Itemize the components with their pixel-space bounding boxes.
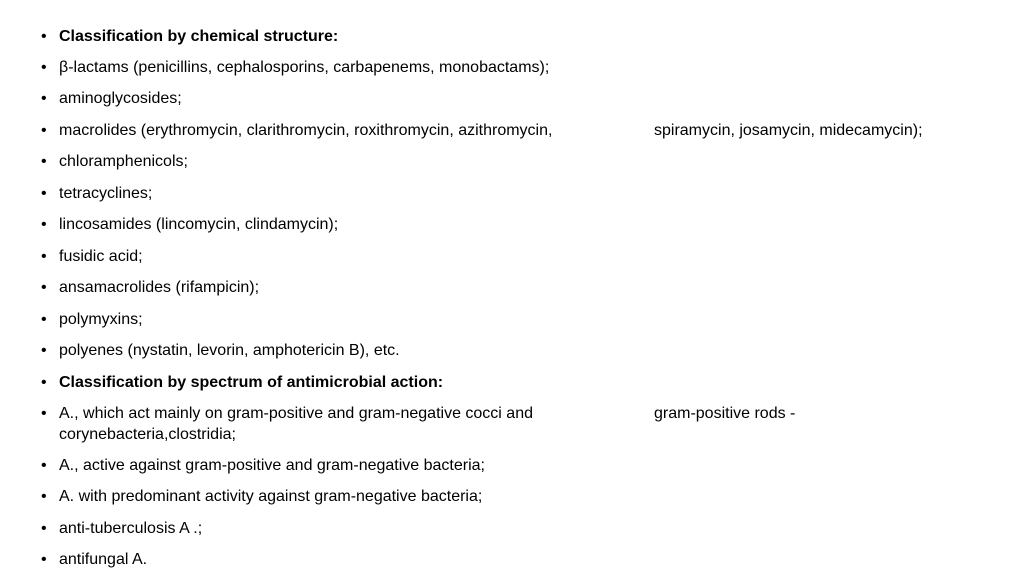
list-item-gram-pos-neg: A., active against gram-positive and gram-negative bacteria; bbox=[59, 457, 485, 474]
list-item-antifungal: antifungal A. bbox=[59, 551, 148, 568]
bullet-icon: • bbox=[41, 279, 47, 296]
bullet-icon: • bbox=[41, 216, 47, 233]
list-item-lincosamides: lincosamides (lincomycin, clindamycin); bbox=[59, 216, 339, 233]
list-item-chloramphenicols: chloramphenicols; bbox=[59, 153, 188, 170]
list-item-gram-neg: A. with predominant activity against gram-negative bacteria; bbox=[59, 488, 483, 505]
bullet-icon: • bbox=[41, 520, 47, 537]
bullet-icon: • bbox=[41, 185, 47, 202]
bullet-icon: • bbox=[41, 153, 47, 170]
list-item-macrolides-part2: spiramycin, josamycin, midecamycin); bbox=[654, 122, 923, 139]
bullet-icon: • bbox=[41, 90, 47, 107]
list-item-beta-lactams: β-lactams (penicillins, cephalosporins, carbapenems, monobactams); bbox=[59, 59, 550, 76]
heading-spectrum-action: Classification by spectrum of antimicrobial action: bbox=[59, 374, 444, 391]
list-item-ansamacrolides: ansamacrolides (rifampicin); bbox=[59, 279, 260, 296]
bullet-icon: • bbox=[41, 551, 47, 568]
list-item-aminoglycosides: aminoglycosides; bbox=[59, 90, 182, 107]
list-item-cocci-rods-part2: gram-positive rods - bbox=[654, 405, 796, 422]
list-item-anti-tuberculosis: anti-tuberculosis A .; bbox=[59, 520, 203, 537]
list-item-tetracyclines: tetracyclines; bbox=[59, 185, 153, 202]
list-item-polyenes: polyenes (nystatin, levorin, amphotericin B), etc. bbox=[59, 342, 400, 359]
bullet-icon: • bbox=[41, 405, 47, 422]
bullet-icon: • bbox=[41, 248, 47, 265]
bullet-icon: • bbox=[41, 342, 47, 359]
list-item-macrolides bbox=[59, 120, 999, 141]
bullet-icon: • bbox=[41, 28, 47, 45]
list-item-polymyxins: polymyxins; bbox=[59, 311, 143, 328]
list-item-cocci-rods-part3: corynebacteria,clostridia; bbox=[59, 426, 236, 443]
list-item-macrolides-part1: macrolides (erythromycin, clarithromycin, roxithromycin, azithromycin, bbox=[59, 122, 553, 139]
bullet-icon: • bbox=[41, 374, 47, 391]
bullet-icon: • bbox=[41, 457, 47, 474]
bullet-icon: • bbox=[41, 122, 47, 139]
bullet-icon: • bbox=[41, 311, 47, 328]
bullet-icon: • bbox=[41, 488, 47, 505]
heading-chemical-structure: Classification by chemical structure: bbox=[59, 28, 339, 45]
list-item-cocci-rods-part1: A., which act mainly on gram-positive and gram-negative cocci and bbox=[59, 405, 533, 422]
list-item-cocci-rods bbox=[59, 403, 999, 445]
bullet-icon: • bbox=[41, 59, 47, 76]
list-item-fusidic-acid: fusidic acid; bbox=[59, 248, 143, 265]
